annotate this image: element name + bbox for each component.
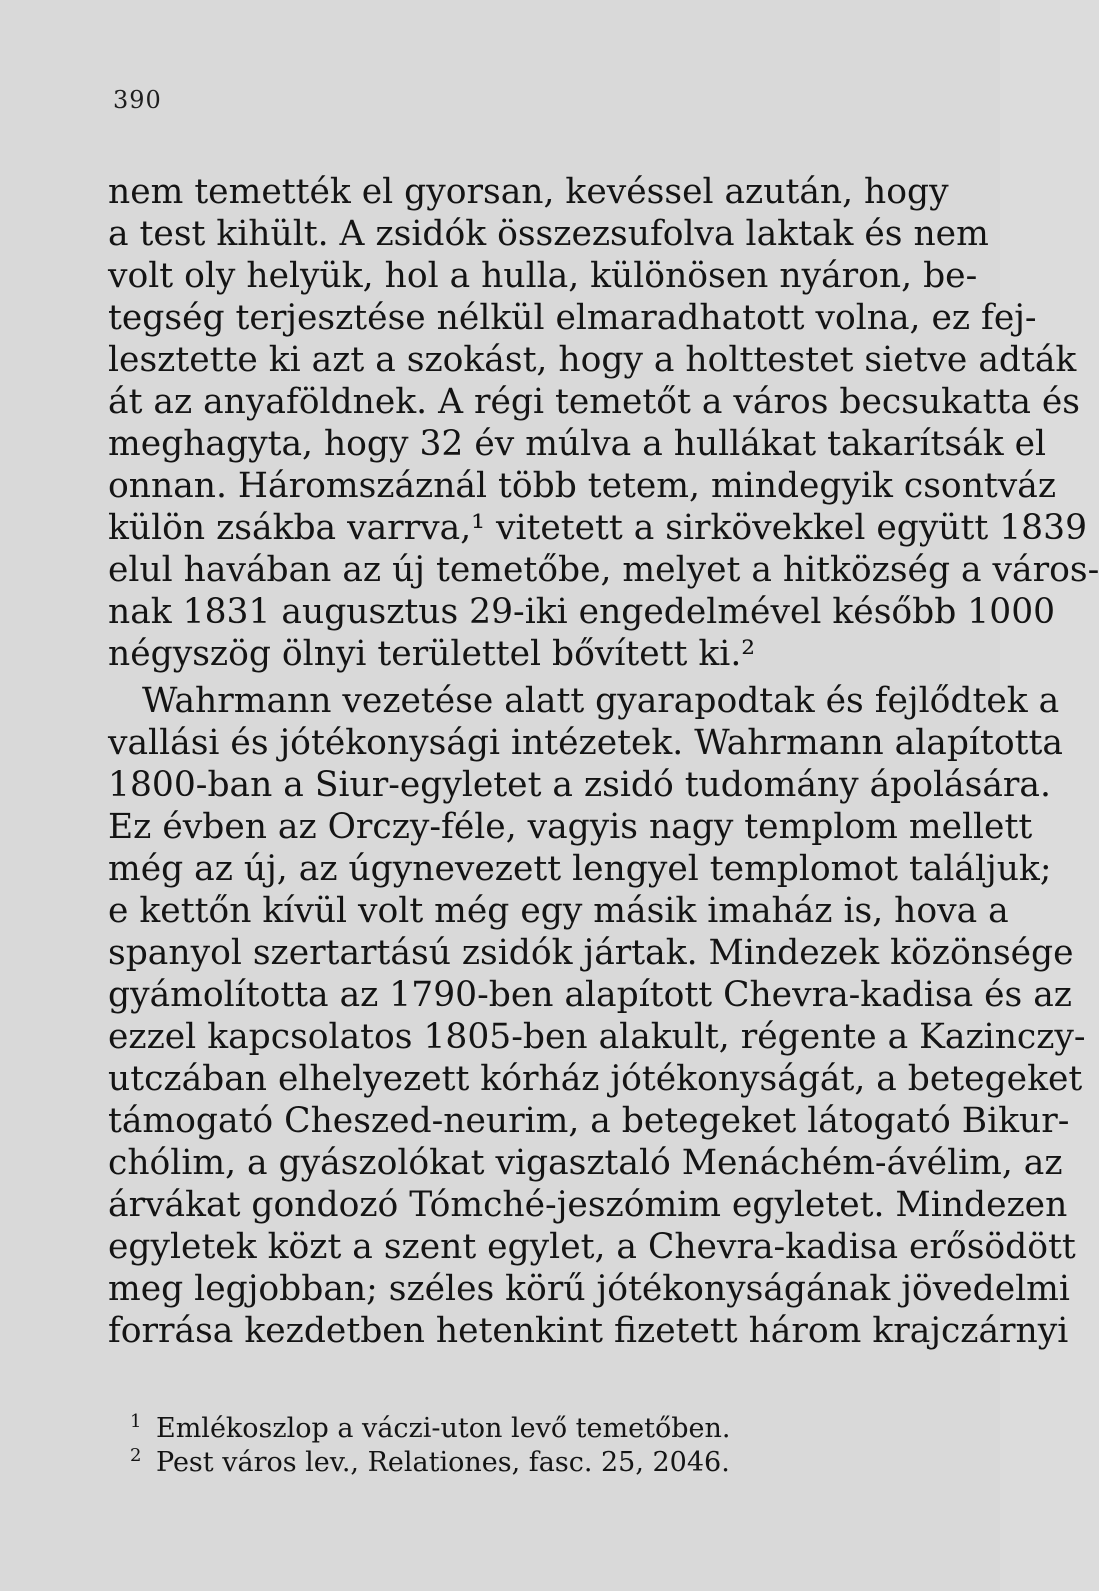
text-line: négyszög ölnyi területtel bővített ki.² <box>108 634 756 674</box>
text-line: tegség terjesztése nélkül elmaradhatott volna, ez fej- <box>108 298 1037 338</box>
text-line: árvákat gondozó Tómché-jeszómim egyletet. Mindezen <box>108 1185 1068 1225</box>
text-line: utczában elhelyezett kórház jótékonyságát, a betegeket <box>108 1059 1083 1099</box>
text-line: chólim, a gyászolókat vigasztaló Menáchém-ávélim, az <box>108 1143 1063 1183</box>
text-line: át az anyaföldnek. A régi temetőt a város becsukatta és <box>108 382 1080 422</box>
text-line: lesztette ki azt a szokást, hogy a holttestet sietve adták <box>108 340 1077 380</box>
text-line: a test kihült. A zsidók összezsufolva laktak és nem <box>108 214 989 254</box>
footnote-mark: 1 <box>130 1411 142 1432</box>
text-line: meghagyta, hogy 32 év múlva a hullákat takarítsák el <box>108 424 1047 464</box>
footnote-mark: 2 <box>130 1445 142 1466</box>
text-line: nak 1831 augusztus 29-iki engedelmével később 1000 <box>108 592 1056 632</box>
text-line: meg legjobban; széles körű jótékonyságának jövedelmi <box>108 1269 1070 1309</box>
text-line: 1800-ban a Siur-egyletet a zsidó tudomány ápolására. <box>108 765 1051 805</box>
text-line: onnan. Háromszáznál több tetem, mindegyik csontváz <box>108 466 1057 506</box>
text-line: Ez évben az Orczy-féle, vagyis nagy templom mellett <box>108 807 1033 847</box>
text-line: még az új, az úgynevezett lengyel templomot találjuk; <box>108 849 1052 889</box>
text-line: egyletek közt a szent egylet, a Chevra-kadisa erősödött <box>108 1227 1076 1267</box>
text-line: spanyol szertartású zsidók jártak. Mindezek közönsége <box>108 933 1074 973</box>
text-line: forrása kezdetben hetenkint fizetett három krajczárnyi <box>108 1311 1069 1351</box>
text-line: külön zsákba varrva,¹ vitetett a sirkövekkel együtt 1839 <box>108 508 1088 548</box>
footnote-text: Pest város lev., Relationes, fasc. 25, 2046. <box>156 1447 730 1478</box>
text-line: támogató Cheszed-neurim, a betegeket látogató Bikur- <box>108 1101 1070 1141</box>
text-line: gyámolította az 1790-ben alapított Chevra-kadisa és az <box>108 975 1072 1015</box>
paragraph-first-line: Wahrmann vezetése alatt gyarapodtak és fejlődtek a <box>142 681 1060 721</box>
text-line: nem temették el gyorsan, kevéssel azután, hogy <box>108 172 949 212</box>
page-number: 390 <box>113 86 162 114</box>
text-line: e kettőn kívül volt még egy másik imaház is, hova a <box>108 891 1009 931</box>
text-line: ezzel kapcsolatos 1805-ben alakult, régente a Kazinczy- <box>108 1017 1086 1057</box>
text-line: volt oly helyük, hol a hulla, különösen nyáron, be- <box>108 256 978 296</box>
text-line: elul havában az új temetőbe, melyet a hitközség a város- <box>108 550 1099 590</box>
footnote <box>130 1439 750 1480</box>
text-line: vallási és jótékonysági intézetek. Wahrmann alapította <box>108 723 1063 763</box>
footnote-text: Emlékoszlop a váczi-uton levő temetőben. <box>156 1413 731 1444</box>
